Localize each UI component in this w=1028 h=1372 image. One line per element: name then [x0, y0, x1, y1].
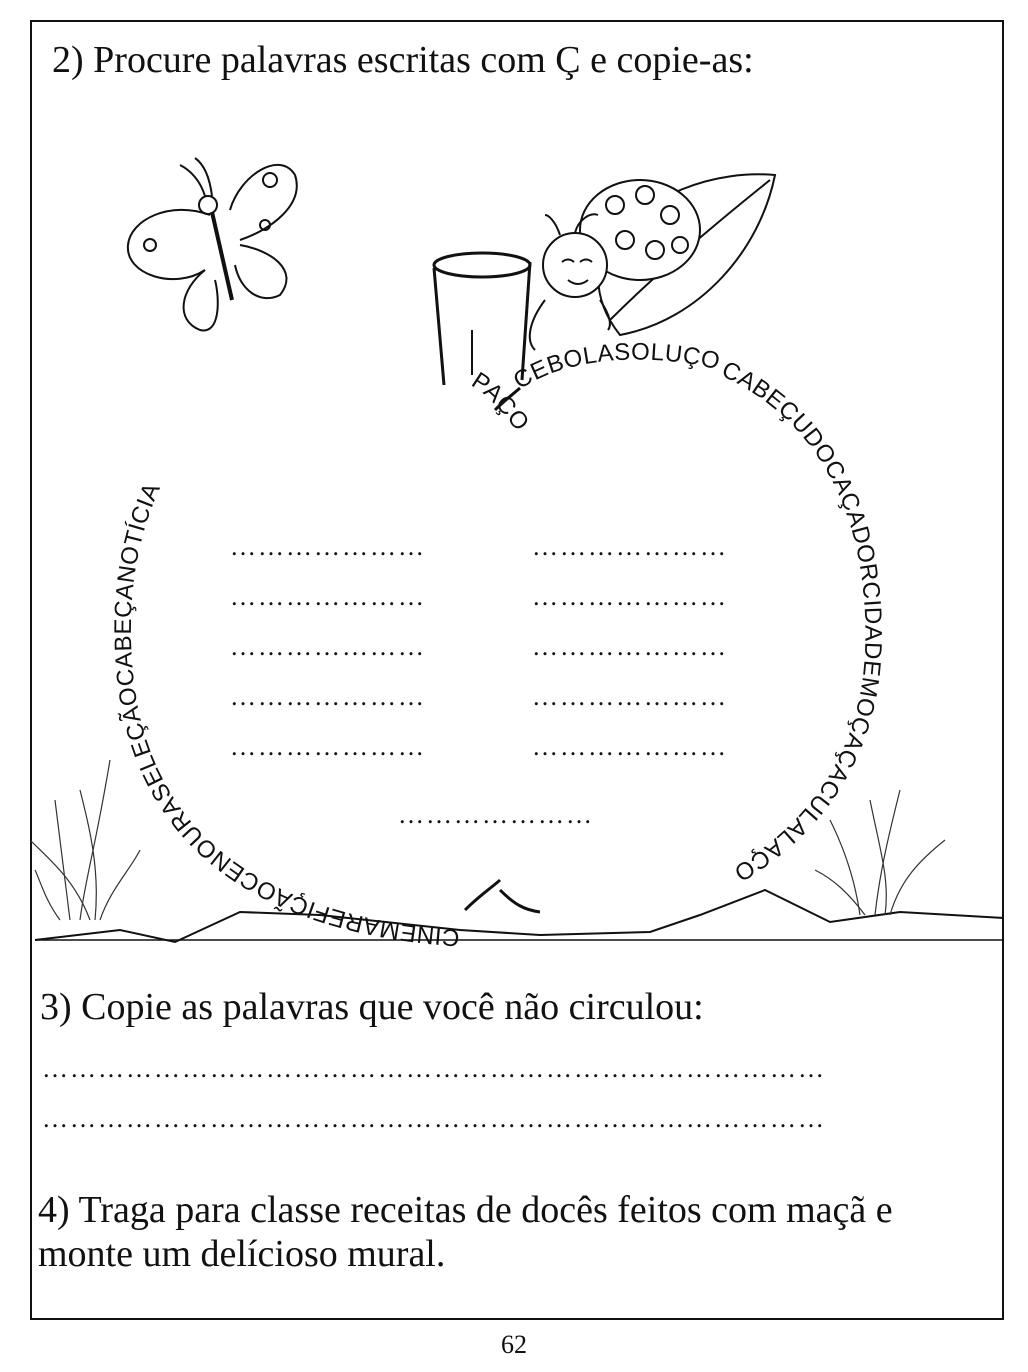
letters-top-right: CEBOLASOLUÇO: [508, 338, 723, 395]
ground-line: [35, 890, 1004, 942]
ladybug-icon: [530, 180, 700, 350]
letters-right-side: CABEÇUDOCAÇADORCIDADEMOÇAÇACULALAÇO: [717, 356, 887, 887]
answer-line[interactable]: …………………: [230, 684, 426, 710]
question-4-text: 4) Traga para classe receitas de docês feitos com maçã e monte um delícioso mural.: [38, 1189, 893, 1275]
answer-line[interactable]: …………………: [532, 534, 728, 560]
answer-line[interactable]: …………………: [398, 802, 594, 828]
answer-line[interactable]: …………………: [230, 534, 426, 560]
apple-bottom-notch: [465, 880, 540, 912]
letters-left-side: CINEMAREFIÇÃOCENOURASELEÇÃOCABEÇANOTÍCIA: [109, 478, 461, 951]
answer-line[interactable]: …………………: [532, 584, 728, 610]
grass-right-icon: [815, 790, 945, 915]
apple-letter-ring: [110, 339, 887, 951]
page-number: 62: [501, 1330, 527, 1359]
long-answer-line[interactable]: …………………………………………………………………………: [42, 1056, 826, 1082]
answer-line[interactable]: …………………: [532, 734, 728, 760]
question-2-heading: 2) Procure palavras escritas com Ç e copie-as:: [52, 39, 754, 81]
answer-line[interactable]: …………………: [230, 734, 426, 760]
answer-line[interactable]: …………………: [532, 684, 728, 710]
question-3-heading: 3) Copie as palavras que você não circulou:: [40, 986, 704, 1028]
grass-left-icon: [30, 760, 140, 920]
answer-line[interactable]: …………………: [230, 634, 426, 660]
long-answer-line[interactable]: …………………………………………………………………………: [42, 1106, 826, 1132]
apple-stem-icon: [434, 253, 530, 385]
butterfly-icon: [128, 158, 297, 330]
answer-line[interactable]: …………………: [230, 584, 426, 610]
letters-stem-side: PAÇO: [466, 367, 535, 437]
answer-line[interactable]: …………………: [532, 634, 728, 660]
